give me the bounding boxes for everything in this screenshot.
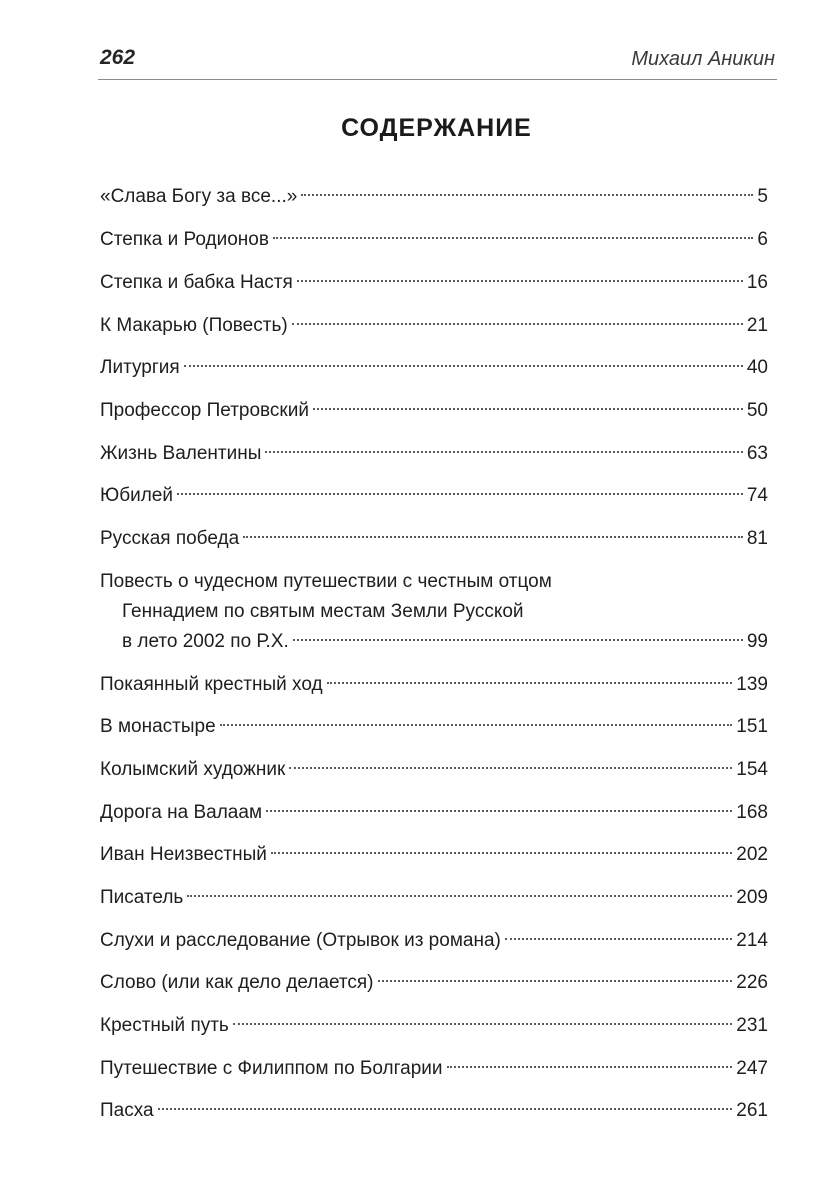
toc-entry xyxy=(100,268,768,298)
toc-entry-line xyxy=(100,225,768,255)
toc-entry-page: 81 xyxy=(746,528,768,549)
toc-entry-line xyxy=(100,670,768,700)
toc-entry-page: 6 xyxy=(757,229,768,250)
toc-entry xyxy=(100,1011,768,1041)
toc-entry-title: Литургия xyxy=(100,357,180,378)
toc-entry xyxy=(100,439,768,469)
toc-entry-title: В монастыре xyxy=(100,716,216,737)
toc-entry-page: 214 xyxy=(736,930,768,951)
toc-entry-page: 74 xyxy=(746,485,768,506)
toc-entry-page: 5 xyxy=(757,186,768,207)
toc-entry xyxy=(100,968,768,998)
toc-entry xyxy=(100,524,768,554)
toc-entry xyxy=(100,182,768,212)
toc-entry xyxy=(100,311,768,341)
toc-entry xyxy=(100,567,768,657)
page-number: 262 xyxy=(100,46,136,69)
toc-entry-line xyxy=(100,1011,768,1041)
toc-entry-title: Слухи и расследование (Отрывок из романа) xyxy=(100,930,501,951)
toc-entry xyxy=(100,396,768,426)
toc-entry xyxy=(100,353,768,383)
toc-entry-line xyxy=(100,1096,768,1126)
toc-entry-line xyxy=(100,883,768,913)
toc-entry-line xyxy=(100,627,768,657)
toc-entry-page: 154 xyxy=(736,759,768,780)
dot-leader xyxy=(177,493,743,495)
toc-title: СОДЕРЖАНИЕ xyxy=(341,114,532,142)
toc-entry xyxy=(100,712,768,742)
toc-entry-page: 16 xyxy=(746,272,768,293)
toc-entry-page: 231 xyxy=(736,1015,768,1036)
toc-entry xyxy=(100,670,768,700)
toc-entry xyxy=(100,840,768,870)
dot-leader xyxy=(158,1108,733,1110)
toc-entry-line xyxy=(100,268,768,298)
dot-leader xyxy=(293,639,743,641)
toc-entry-page: 139 xyxy=(736,674,768,695)
toc-entry-title: К Макарью (Повесть) xyxy=(100,315,288,336)
toc-entry-line xyxy=(100,712,768,742)
toc-entry-line xyxy=(100,439,768,469)
running-head-author: Михаил Аникин xyxy=(631,48,775,70)
toc-entry-title: Профессор Петровский xyxy=(100,400,309,421)
dot-leader xyxy=(313,408,743,410)
dot-leader xyxy=(289,767,732,769)
toc-entry-line xyxy=(100,1054,768,1084)
toc-entry-page: 40 xyxy=(746,357,768,378)
dot-leader xyxy=(266,810,732,812)
toc-entry-page: 63 xyxy=(746,443,768,464)
dot-leader xyxy=(292,323,743,325)
dot-leader xyxy=(220,724,733,726)
toc-entry-page: 226 xyxy=(736,972,768,993)
toc-entry-title: Иван Неизвестный xyxy=(100,844,267,865)
toc-entry-page: 247 xyxy=(736,1058,768,1079)
toc-entry xyxy=(100,481,768,511)
toc-entry xyxy=(100,1096,768,1126)
toc-entry-line xyxy=(100,396,768,426)
toc-entry-title: Повесть о чудесном путешествии с честным отцом xyxy=(100,571,552,592)
toc-entry-page: 99 xyxy=(746,631,768,652)
toc-entry-page: 21 xyxy=(746,315,768,336)
toc-entry-title: Дорога на Валаам xyxy=(100,802,263,823)
toc-entry-title: Крестный путь xyxy=(100,1015,229,1036)
dot-leader xyxy=(297,280,743,282)
dot-leader xyxy=(505,938,732,940)
toc-entry-title: Юбилей xyxy=(100,485,173,506)
toc-entry xyxy=(100,225,768,255)
toc-entry-title: Покаянный крестный ход xyxy=(100,674,323,695)
toc-entry-page: 202 xyxy=(736,844,768,865)
dot-leader xyxy=(187,895,732,897)
toc-entry-page: 151 xyxy=(736,716,768,737)
toc-entry-page: 261 xyxy=(736,1100,768,1121)
toc-entry xyxy=(100,926,768,956)
toc-entry-line xyxy=(100,182,768,212)
toc-entry-title: Русская победа xyxy=(100,528,240,549)
dot-leader xyxy=(265,451,742,453)
header-rule xyxy=(98,79,777,80)
toc-entry-title: Пасха xyxy=(100,1100,154,1121)
toc-entry-line xyxy=(100,567,768,597)
toc-entry-title: Степка и Родионов xyxy=(100,229,269,250)
toc-entry-line xyxy=(100,481,768,511)
toc-entry-page: 168 xyxy=(736,802,768,823)
dot-leader xyxy=(271,852,732,854)
toc-entry-line xyxy=(100,597,768,627)
toc-entry-line xyxy=(100,311,768,341)
toc-entry-line xyxy=(100,798,768,828)
toc-entry-title: Писатель xyxy=(100,887,184,908)
toc-entry-page: 209 xyxy=(736,887,768,908)
toc-entry xyxy=(100,1054,768,1084)
dot-leader xyxy=(233,1023,732,1025)
toc-entry-title: Путешествие с Филиппом по Болгарии xyxy=(100,1058,443,1079)
dot-leader xyxy=(301,194,753,196)
toc-entry-title: Жизнь Валентины xyxy=(100,443,262,464)
toc-entry-title: Геннадием по святым местам Земли Русской xyxy=(122,601,524,622)
toc-entry xyxy=(100,798,768,828)
toc-entry-title: Колымский художник xyxy=(100,759,286,780)
toc-entry-line xyxy=(100,755,768,785)
dot-leader xyxy=(243,536,743,538)
toc-entry-title: Слово (или как дело делается) xyxy=(100,972,374,993)
toc-entry-line xyxy=(100,353,768,383)
toc-entry-line xyxy=(100,926,768,956)
toc-entry-line xyxy=(100,968,768,998)
dot-leader xyxy=(327,682,733,684)
toc-entry xyxy=(100,883,768,913)
toc-entry-title: Степка и бабка Настя xyxy=(100,272,293,293)
dot-leader xyxy=(447,1066,733,1068)
toc-entry-line xyxy=(100,840,768,870)
toc-entry xyxy=(100,755,768,785)
dot-leader xyxy=(184,365,743,367)
toc-entry-title: «Слава Богу за все...» xyxy=(100,186,298,207)
toc-entry-page: 50 xyxy=(746,400,768,421)
dot-leader xyxy=(378,980,733,982)
toc-entry-title: в лето 2002 по Р.Х. xyxy=(122,631,289,652)
dot-leader xyxy=(273,237,753,239)
toc-entry-line xyxy=(100,524,768,554)
